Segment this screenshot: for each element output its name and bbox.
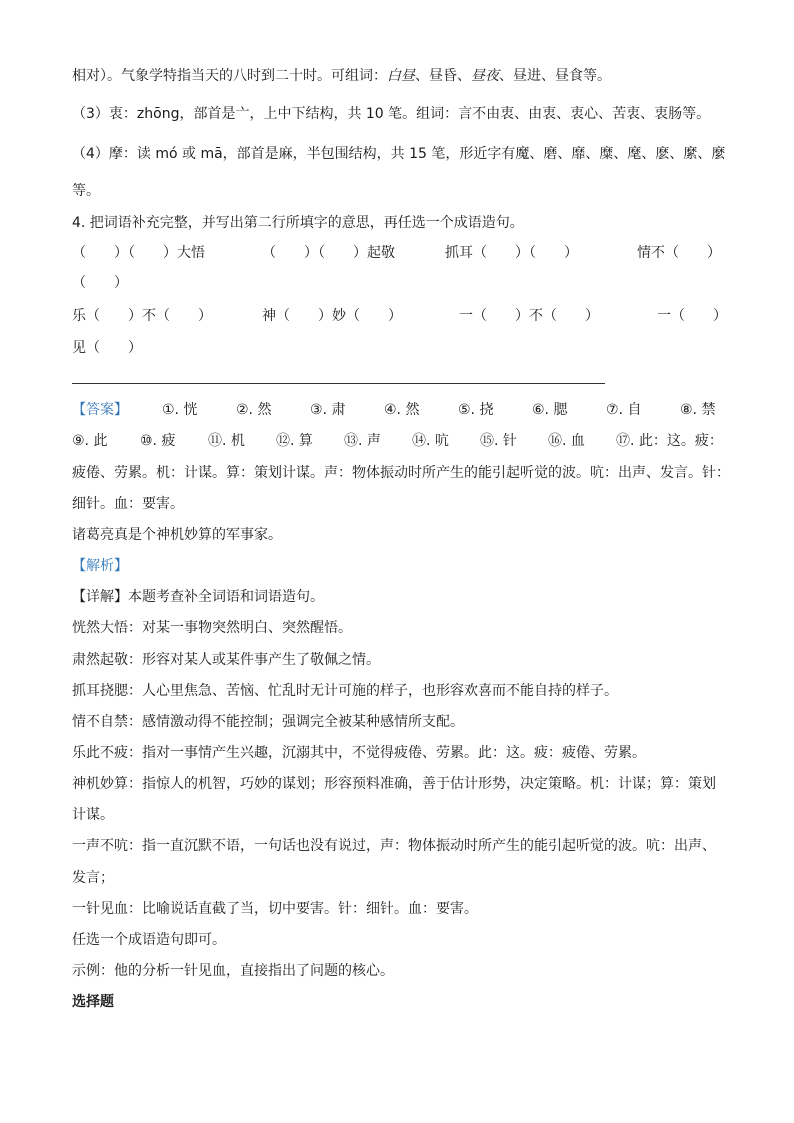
analysis-line: 一声不吭：指一直沉默不语，一句话也没有说过，声：物体振动时所产生的能引起听觉的波。吭：出声、 <box>72 838 716 854</box>
text-line: （4）摩：读 mó 或 mā，部首是麻，半包围结构，共 15 笔，形近字有魔、磨、靡、糜、麾、麽、縻、麼 <box>72 146 726 162</box>
analysis-line: 神机妙算：指惊人的机智，巧妙的谋划；形容预料准确，善于估计形势，决定策略。机：计谋；算：策划 <box>72 776 716 792</box>
answer-item: ⑦. 自 <box>606 402 642 418</box>
text-span: 、昼进、昼食等。 <box>499 68 611 84</box>
answer-item: ④. 然 <box>384 402 420 418</box>
analysis-line: 肃然起敬：形容对某人或某件事产生了敬佩之情。 <box>72 652 380 668</box>
question-title: 4. 把词语补充完整，并写出第二行所填字的意思，再任选一个成语造句。 <box>72 215 524 231</box>
answer-item: ①. 恍 <box>162 402 198 418</box>
blank-item: 抓耳（ ）（ ） <box>445 245 578 261</box>
analysis-line: 计谋。 <box>72 807 114 823</box>
analysis-label: 【解析】 <box>72 558 128 574</box>
answer-item: ⑬. 声 <box>344 433 381 449</box>
analysis-line: 示例：他的分析一针见血，直接指出了问题的核心。 <box>72 963 394 979</box>
blank-item: 乐（ ）不（ ） <box>72 308 212 324</box>
text-span: 、昼昏、 <box>415 68 471 84</box>
answer-line: 疲倦、劳累。机：计谋。算：策划计谋。声：物体振动时所产生的能引起听觉的波。吭：出声、发言。针： <box>72 465 730 481</box>
answer-item: ⑧. 禁 <box>680 402 716 418</box>
analysis-line: 情不自禁：感情激动得不能控制；强调完全被某种感情所支配。 <box>72 714 464 730</box>
blank-item: 一（ ） <box>657 308 727 324</box>
analysis-line: 抓耳挠腮：人心里焦急、苦恼、忙乱时无计可施的样子，也形容欢喜而不能自持的样子。 <box>72 683 618 699</box>
answer-item: ③. 肃 <box>310 402 346 418</box>
blank-item: 见（ ） <box>72 340 142 356</box>
analysis-line: 乐此不疲：指对一事情产生兴趣，沉溺其中，不觉得疲倦、劳累。此：这。疲：疲倦、劳累。 <box>72 745 646 761</box>
blank-item: 一（ ）不（ ） <box>459 308 599 324</box>
answer-label: 【答案】 <box>72 402 128 418</box>
answer-item: ⑮. 针 <box>480 433 517 449</box>
blank-item: 神（ ）妙（ ） <box>262 308 402 324</box>
analysis-line: 发言； <box>72 870 114 886</box>
answer-item: ⑪. 机 <box>208 433 245 449</box>
blank-item: （ ）（ ）起敬 <box>262 245 395 261</box>
blank-item: （ ）（ ）大悟 <box>72 245 205 261</box>
answer-item: ⑥. 腮 <box>532 402 568 418</box>
text-line: （3）衷：zhōng，部首是亠，上中下结构，共 10 笔。组词：言不由衷、由衷、衷心、苦衷、衷肠等。 <box>72 106 711 122</box>
analysis-line: 一针见血：比喻说话直截了当，切中要害。针：细针。血：要害。 <box>72 901 478 917</box>
answer-line: 细针。血：要害。 <box>72 496 184 512</box>
answer-item: ⑭. 吭 <box>412 433 449 449</box>
text-line: 等。 <box>72 183 100 199</box>
answer-sentence: 诸葛亮真是个神机妙算的军事家。 <box>72 527 282 543</box>
answer-item: ②. 然 <box>236 402 272 418</box>
text-line <box>72 66 611 86</box>
analysis-line: 恍然大悟：对某一事物突然明白、突然醒悟。 <box>72 620 352 636</box>
text-span: 相对）。气象学特指当天的八时到二十时。可组词： <box>72 68 387 84</box>
answer-item: ⑩. 疲 <box>140 433 176 449</box>
analysis-detail: 【详解】本题考查补全词语和词语造句。 <box>72 589 324 605</box>
text-span-italic: 昼夜 <box>471 68 499 84</box>
analysis-line: 任选一个成语造句即可。 <box>72 932 226 948</box>
text-span-italic: 白昼 <box>387 68 415 84</box>
answer-item: ⑨. 此 <box>72 433 108 449</box>
blank-item: 情不（ ） <box>637 245 721 261</box>
answer-item: ⑯. 血 <box>548 433 585 449</box>
blank-item: （ ） <box>72 275 128 291</box>
section-heading: 选择题 <box>72 994 114 1010</box>
answer-item: ⑫. 算 <box>276 433 313 449</box>
answer-item: ⑰. 此：这。疲： <box>616 433 723 449</box>
answer-item: ⑤. 挠 <box>458 402 494 418</box>
answer-underline <box>72 383 605 384</box>
